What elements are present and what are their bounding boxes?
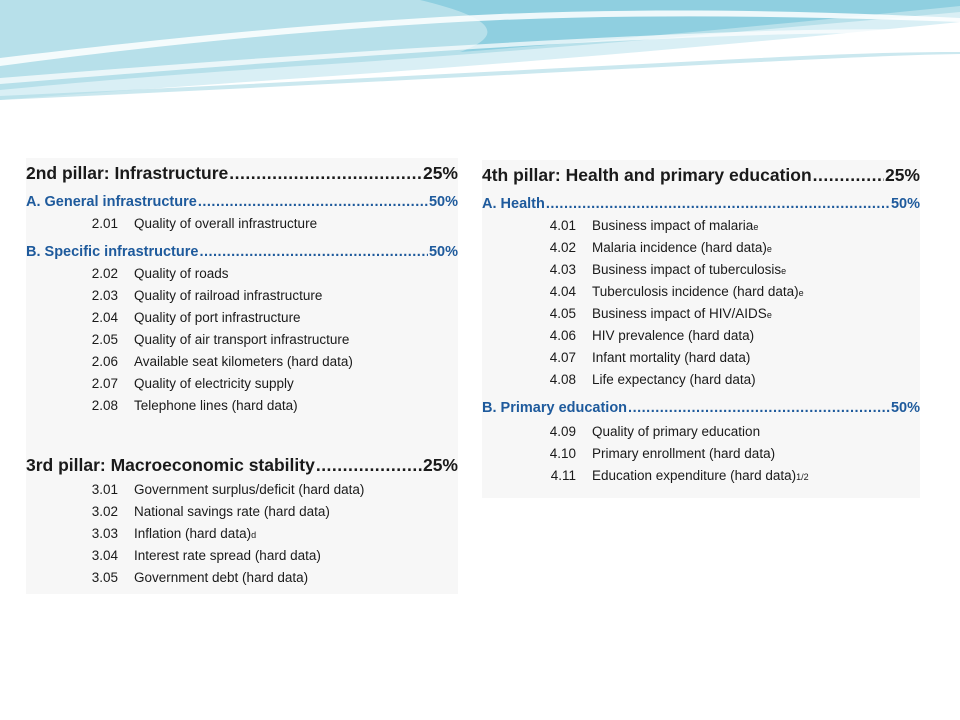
- section-title: B. Primary education: [482, 400, 628, 416]
- item-label: Available seat kilometers (hard data): [134, 354, 353, 369]
- section-title: B. Specific infrastructure: [26, 244, 199, 260]
- section-weight: 50%: [890, 196, 920, 212]
- section-health: [482, 196, 920, 218]
- item-number: 2.08: [91, 398, 118, 413]
- right-panel: [482, 160, 920, 498]
- list-item: [26, 354, 458, 376]
- list-item: 4.11 Education expenditure (hard data) 1/2: [482, 468, 920, 490]
- leader-dots: [316, 455, 422, 476]
- item-number: 4.05: [549, 306, 576, 321]
- leader-dots: [229, 163, 422, 184]
- list-item: 4.04 Tuberculosis incidence (hard data) e: [482, 284, 920, 306]
- item-label: Quality of air transport infrastructure: [134, 332, 350, 347]
- pillar2-title: 2nd pillar: Infrastructure: [26, 163, 229, 183]
- item-label: Tuberculosis incidence (hard data): [592, 284, 799, 299]
- item-number: 4.10: [549, 446, 576, 461]
- pillar4-weight: 25%: [884, 165, 920, 185]
- item-number: 4.09: [549, 424, 576, 439]
- list-item: [26, 548, 458, 570]
- item-label: Business impact of tuberculosis: [592, 262, 782, 277]
- item-label: Interest rate spread (hard data): [134, 548, 321, 563]
- item-number: 2.03: [91, 288, 118, 303]
- leader-dots: [198, 194, 428, 210]
- list-item: [26, 288, 458, 310]
- leader-dots: [199, 244, 428, 260]
- item-label: Quality of roads: [134, 266, 229, 281]
- section-specific-infrastructure: [26, 244, 458, 266]
- item-number: 2.01: [91, 216, 118, 231]
- item-label: Business impact of HIV/AIDS: [592, 306, 767, 321]
- list-item: 4.03 Business impact of tuberculosis e: [482, 262, 920, 284]
- list-item: [26, 398, 458, 420]
- leader-dots: [813, 165, 884, 186]
- item-label: Malaria incidence (hard data): [592, 240, 767, 255]
- item-label: Government debt (hard data): [134, 570, 309, 585]
- pillar4-title: 4th pillar: Health and primary education: [482, 165, 812, 185]
- list-item: [26, 570, 458, 592]
- list-item: 4.05 Business impact of HIV/AIDS e: [482, 306, 920, 328]
- item-number: 2.04: [91, 310, 118, 325]
- left-panel: [26, 158, 458, 594]
- item-number: 3.01: [91, 482, 118, 497]
- item-number: 3.02: [91, 504, 118, 519]
- list-item: [26, 310, 458, 332]
- item-number: 4.06: [549, 328, 576, 343]
- item-number: 4.04: [549, 284, 576, 299]
- item-label: Education expenditure (hard data): [592, 468, 797, 483]
- pillar2-weight: 25%: [422, 163, 458, 183]
- pillar4-heading: [482, 165, 920, 187]
- list-item: [482, 350, 920, 372]
- list-item: [482, 424, 920, 446]
- item-label: Inflation (hard data): [134, 526, 252, 541]
- leader-dots: [546, 196, 890, 212]
- list-item: [26, 482, 458, 504]
- pillar3-weight: 25%: [422, 455, 458, 475]
- item-number: 4.07: [549, 350, 576, 365]
- list-item: [26, 266, 458, 288]
- list-item: 3.03 Inflation (hard data) d: [26, 526, 458, 548]
- list-item: [26, 504, 458, 526]
- list-item: 4.01 Business impact of malaria e: [482, 218, 920, 240]
- list-item: [482, 372, 920, 394]
- section-title: A. Health: [482, 196, 545, 212]
- item-label: Quality of railroad infrastructure: [134, 288, 323, 303]
- top-wave-banner: [0, 0, 960, 110]
- leader-dots: [628, 400, 890, 416]
- pillar3-heading: [26, 455, 458, 477]
- item-number: 2.02: [91, 266, 118, 281]
- item-number: 2.05: [91, 332, 118, 347]
- item-number: 4.01: [549, 218, 576, 233]
- item-label: Primary enrollment (hard data): [592, 446, 776, 461]
- item-label: Quality of primary education: [592, 424, 761, 439]
- list-item: [482, 446, 920, 468]
- list-item: [26, 376, 458, 398]
- list-item: [26, 216, 458, 238]
- item-label: Life expectancy (hard data): [592, 372, 756, 387]
- pillar3-title: 3rd pillar: Macroeconomic stability: [26, 455, 315, 475]
- list-item: [26, 332, 458, 354]
- list-item: 4.02 Malaria incidence (hard data) e: [482, 240, 920, 262]
- item-label: Quality of overall infrastructure: [134, 216, 318, 231]
- item-number: 4.03: [549, 262, 576, 277]
- item-label: Telephone lines (hard data): [134, 398, 298, 413]
- item-label: Government surplus/deficit (hard data): [134, 482, 365, 497]
- item-number: 2.07: [91, 376, 118, 391]
- section-weight: 50%: [890, 400, 920, 416]
- item-number: 4.02: [549, 240, 576, 255]
- section-title: A. General infrastructure: [26, 194, 197, 210]
- section-weight: 50%: [428, 244, 458, 260]
- item-number: 3.04: [91, 548, 118, 563]
- item-label: HIV prevalence (hard data): [592, 328, 755, 343]
- item-label: Quality of port infrastructure: [134, 310, 301, 325]
- item-number: 4.11: [550, 468, 576, 483]
- item-number: 3.03: [91, 526, 118, 541]
- pillar2-heading: [26, 163, 458, 185]
- item-number: 2.06: [91, 354, 118, 369]
- item-label: Business impact of malaria: [592, 218, 754, 233]
- section-weight: 50%: [428, 194, 458, 210]
- section-primary-education: [482, 400, 920, 422]
- item-label: Quality of electricity supply: [134, 376, 294, 391]
- list-item: [482, 328, 920, 350]
- item-number: 3.05: [91, 570, 118, 585]
- item-number: 4.08: [549, 372, 576, 387]
- item-label: Infant mortality (hard data): [592, 350, 751, 365]
- section-general-infrastructure: [26, 194, 458, 216]
- item-label: National savings rate (hard data): [134, 504, 330, 519]
